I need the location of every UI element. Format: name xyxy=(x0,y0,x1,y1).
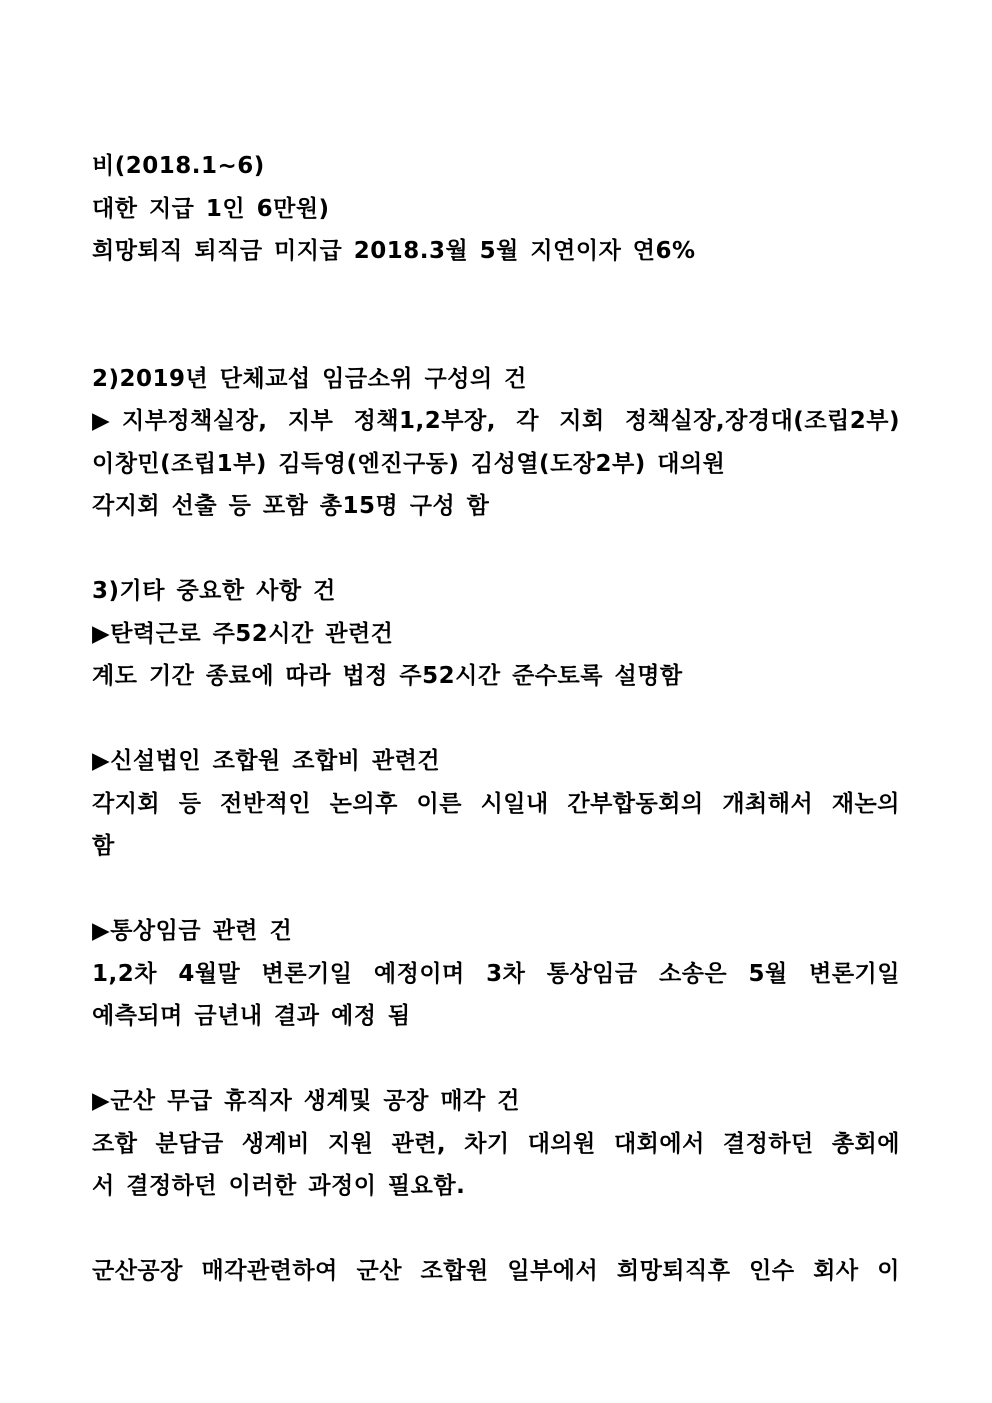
intro-line-3: 희망퇴직 퇴직금 미지급 2018.3월 5월 지연이자 연6% xyxy=(92,238,696,264)
section-2-line-3: 각지회 선출 등 포함 총15명 구성 함 xyxy=(92,493,490,519)
spacer xyxy=(92,1038,900,1081)
item-3-line-2: 예측되며 금년내 결과 예정 됨 xyxy=(92,1003,411,1029)
section-2-heading: 2)2019년 단체교섭 임금소위 구성의 건 xyxy=(92,365,527,392)
spacer xyxy=(92,528,900,571)
closing-line-1: 군산공장 매각관련하여 군산 조합원 일부에서 희망퇴직후 인수 회사 이 xyxy=(92,1258,900,1284)
intro-line-1: 비(2018.1~6) xyxy=(92,153,265,179)
section-2-line-1: ▶지부정책실장, 지부 정책1,2부장, 각 지회 정책실장,장경대(조립2부) xyxy=(92,408,900,434)
item-4-line-1: 조합 분담금 생계비 지원 관련, 차기 대의원 대회에서 결정하던 총회에 xyxy=(92,1130,900,1157)
spacer xyxy=(92,868,900,911)
item-4-title: ▶군산 무급 휴직자 생계및 공장 매각 건 xyxy=(92,1088,521,1114)
section-3-heading: 3)기타 중요한 사항 건 xyxy=(92,578,336,604)
item-2-title: ▶신설법인 조합원 조합비 관련건 xyxy=(92,748,441,774)
item-2-line-1: 각지회 등 전반적인 논의후 이른 시일내 간부합동회의 개최해서 재논의 xyxy=(92,790,900,817)
spacer xyxy=(92,1208,900,1251)
section-2-line-2: 이창민(조립1부) 김득영(엔진구동) 김성열(도장2부) 대의원 xyxy=(92,450,726,477)
document-body xyxy=(92,145,900,1293)
item-4-line-2: 서 결정하던 이러한 과정이 필요함. xyxy=(92,1173,466,1199)
item-1-title: ▶탄력근로 주52시간 관련건 xyxy=(92,620,394,647)
item-3-line-1: 1,2차 4월말 변론기일 예정이며 3차 통상임금 소송은 5월 변론기일 xyxy=(92,960,900,987)
intro-line-2: 대한 지급 1인 6만원) xyxy=(92,195,330,222)
item-3-title: ▶통상임금 관련 건 xyxy=(92,918,293,944)
item-2-line-2: 함 xyxy=(92,833,115,859)
spacer xyxy=(92,273,900,358)
spacer xyxy=(92,698,900,741)
item-1-line-1: 계도 기간 종료에 따라 법정 주52시간 준수토록 설명함 xyxy=(92,663,683,689)
